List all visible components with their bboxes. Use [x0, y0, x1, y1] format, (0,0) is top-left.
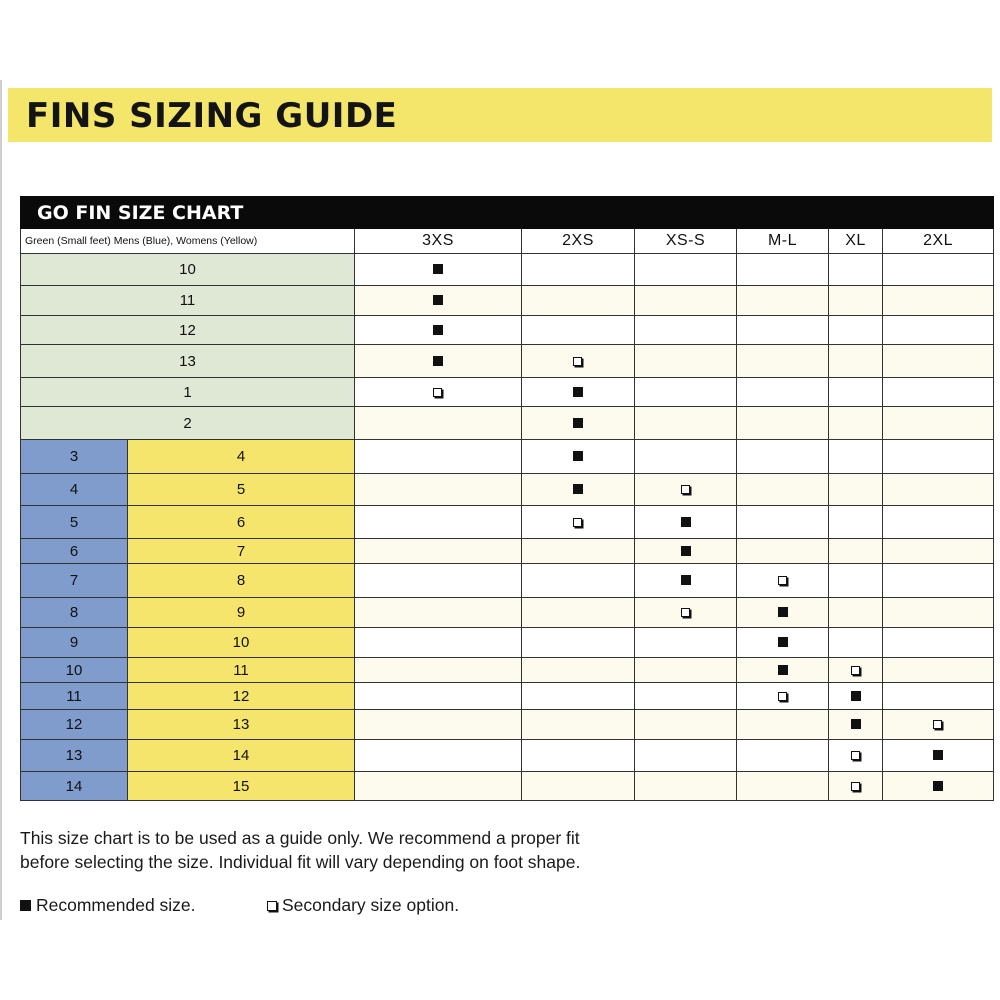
- table-row: [21, 564, 994, 598]
- secondary-mark-icon: [573, 518, 582, 527]
- chart-title: GO FIN SIZE CHART: [21, 197, 994, 229]
- size-cell: [635, 378, 737, 407]
- table-row: [21, 286, 994, 316]
- small-foot-size: 12: [21, 316, 355, 345]
- size-cell: [883, 628, 994, 658]
- size-cell: [829, 658, 883, 683]
- recommended-mark-icon: [778, 665, 788, 675]
- legend-secondary-label: Secondary size option.: [282, 895, 460, 915]
- size-cell: [829, 407, 883, 440]
- size-cell: [522, 474, 635, 506]
- secondary-mark-icon: [573, 357, 582, 366]
- size-cell: [522, 440, 635, 474]
- secondary-mark-icon: [851, 782, 860, 791]
- recommended-mark-icon: [573, 418, 583, 428]
- size-cell: [355, 316, 522, 345]
- size-cell: [883, 440, 994, 474]
- size-cell: [355, 772, 522, 801]
- secondary-mark-icon: [681, 485, 690, 494]
- size-cell: [737, 407, 829, 440]
- mens-size: 9: [21, 628, 128, 658]
- size-cell: [883, 539, 994, 564]
- table-row: [21, 254, 994, 286]
- recommended-mark-icon: [681, 575, 691, 585]
- column-header: 2XS: [522, 229, 635, 254]
- size-cell: [635, 598, 737, 628]
- size-cell: [355, 658, 522, 683]
- womens-size: 5: [128, 474, 355, 506]
- mens-size: 10: [21, 658, 128, 683]
- womens-size: 13: [128, 710, 355, 740]
- size-cell: [635, 345, 737, 378]
- size-cell: [829, 506, 883, 539]
- size-cell: [737, 474, 829, 506]
- size-cell: [883, 740, 994, 772]
- recommended-mark-icon: [433, 325, 443, 335]
- size-cell: [635, 710, 737, 740]
- size-cell: [737, 772, 829, 801]
- size-cell: [829, 254, 883, 286]
- table-row: [21, 474, 994, 506]
- size-cell: [737, 598, 829, 628]
- recommended-mark-icon: [778, 637, 788, 647]
- size-cell: [883, 772, 994, 801]
- size-cell: [355, 683, 522, 710]
- recommended-mark-icon: [681, 517, 691, 527]
- size-cell: [737, 539, 829, 564]
- size-cell: [522, 710, 635, 740]
- recommended-mark-icon: [778, 607, 788, 617]
- small-foot-size: 11: [21, 286, 355, 316]
- table-row: [21, 440, 994, 474]
- size-cell: [829, 539, 883, 564]
- size-cell: [355, 564, 522, 598]
- womens-size: 10: [128, 628, 355, 658]
- page-title: FINS SIZING GUIDE: [26, 96, 398, 136]
- size-cell: [829, 683, 883, 710]
- size-cell: [355, 710, 522, 740]
- size-cell: [522, 539, 635, 564]
- size-cell: [635, 474, 737, 506]
- size-cell: [737, 316, 829, 345]
- size-cell: [883, 506, 994, 539]
- column-header: XL: [829, 229, 883, 254]
- secondary-mark-icon: [681, 608, 690, 617]
- size-cell: [829, 440, 883, 474]
- chart-body: [21, 254, 994, 801]
- size-cell: [635, 440, 737, 474]
- womens-size: 8: [128, 564, 355, 598]
- mens-size: 8: [21, 598, 128, 628]
- legend-recommended-label: Recommended size.: [36, 895, 196, 915]
- size-cell: [829, 628, 883, 658]
- size-cell: [737, 628, 829, 658]
- table-row: [21, 407, 994, 440]
- size-cell: [522, 407, 635, 440]
- womens-size: 15: [128, 772, 355, 801]
- size-cell: [355, 506, 522, 539]
- filled-square-icon: [20, 900, 31, 911]
- size-cell: [829, 740, 883, 772]
- size-cell: [883, 345, 994, 378]
- size-cell: [635, 254, 737, 286]
- small-foot-size: 2: [21, 407, 355, 440]
- mens-size: 14: [21, 772, 128, 801]
- size-cell: [355, 440, 522, 474]
- column-header: M-L: [737, 229, 829, 254]
- size-cell: [635, 407, 737, 440]
- size-cell: [635, 772, 737, 801]
- size-cell: [883, 378, 994, 407]
- size-cell: [635, 658, 737, 683]
- recommended-mark-icon: [573, 387, 583, 397]
- womens-size: 14: [128, 740, 355, 772]
- small-foot-size: 10: [21, 254, 355, 286]
- size-cell: [355, 345, 522, 378]
- secondary-mark-icon: [778, 692, 787, 701]
- size-cell: [883, 658, 994, 683]
- recommended-mark-icon: [681, 546, 691, 556]
- mens-size: 6: [21, 539, 128, 564]
- size-cell: [522, 564, 635, 598]
- column-header: 2XL: [883, 229, 994, 254]
- size-cell: [522, 628, 635, 658]
- secondary-mark-icon: [778, 576, 787, 585]
- size-cell: [737, 658, 829, 683]
- size-cell: [883, 474, 994, 506]
- size-cell: [635, 564, 737, 598]
- column-header: 3XS: [355, 229, 522, 254]
- recommended-mark-icon: [573, 484, 583, 494]
- size-cell: [883, 254, 994, 286]
- usage-note: [20, 826, 720, 874]
- size-cell: [635, 539, 737, 564]
- womens-size: 4: [128, 440, 355, 474]
- size-cell: [829, 345, 883, 378]
- column-header: XS-S: [635, 229, 737, 254]
- size-cell: [883, 286, 994, 316]
- small-foot-size: 13: [21, 345, 355, 378]
- size-cell: [737, 378, 829, 407]
- table-row: [21, 378, 994, 407]
- left-border-line: [0, 80, 2, 920]
- size-cell: [355, 378, 522, 407]
- size-cell: [737, 345, 829, 378]
- size-cell: [635, 506, 737, 539]
- usage-note-line2: before selecting the size. Individual fit will vary depending on foot shape.: [20, 852, 581, 872]
- size-cell: [355, 539, 522, 564]
- size-cell: [883, 316, 994, 345]
- size-cell: [355, 254, 522, 286]
- womens-size: 12: [128, 683, 355, 710]
- size-cell: [883, 598, 994, 628]
- size-cell: [522, 740, 635, 772]
- size-cell: [355, 286, 522, 316]
- size-cell: [522, 345, 635, 378]
- table-row: [21, 316, 994, 345]
- size-label-header: Green (Small feet) Mens (Blue), Womens (Yellow): [21, 229, 355, 254]
- table-row: [21, 506, 994, 539]
- table-row: [21, 683, 994, 710]
- size-cell: [522, 254, 635, 286]
- size-cell: [737, 683, 829, 710]
- size-cell: [737, 286, 829, 316]
- table-row: [21, 740, 994, 772]
- secondary-mark-icon: [851, 751, 860, 760]
- recommended-mark-icon: [573, 451, 583, 461]
- womens-size: 7: [128, 539, 355, 564]
- size-cell: [635, 316, 737, 345]
- size-cell: [522, 772, 635, 801]
- size-cell: [737, 506, 829, 539]
- size-cell: [635, 286, 737, 316]
- size-cell: [522, 286, 635, 316]
- size-cell: [737, 740, 829, 772]
- recommended-mark-icon: [851, 719, 861, 729]
- size-cell: [522, 316, 635, 345]
- recommended-mark-icon: [851, 691, 861, 701]
- table-row: [21, 710, 994, 740]
- size-cell: [635, 683, 737, 710]
- size-cell: [635, 740, 737, 772]
- size-cell: [883, 710, 994, 740]
- size-cell: [355, 407, 522, 440]
- outlined-square-icon: [267, 901, 277, 911]
- womens-size: 9: [128, 598, 355, 628]
- table-row: [21, 628, 994, 658]
- size-cell: [737, 440, 829, 474]
- size-cell: [355, 474, 522, 506]
- mens-size: 13: [21, 740, 128, 772]
- size-cell: [355, 628, 522, 658]
- size-cell: [829, 598, 883, 628]
- mens-size: 12: [21, 710, 128, 740]
- size-chart-table: [20, 196, 994, 801]
- size-cell: [737, 710, 829, 740]
- size-cell: [522, 658, 635, 683]
- table-row: [21, 658, 994, 683]
- size-cell: [522, 683, 635, 710]
- usage-note-line1: This size chart is to be used as a guide only. We recommend a proper fit: [20, 828, 580, 848]
- recommended-mark-icon: [433, 264, 443, 274]
- size-cell: [829, 286, 883, 316]
- size-cell: [522, 506, 635, 539]
- mens-size: 5: [21, 506, 128, 539]
- size-cell: [883, 407, 994, 440]
- size-cell: [829, 710, 883, 740]
- legend-recommended: [20, 895, 196, 916]
- womens-size: 6: [128, 506, 355, 539]
- recommended-mark-icon: [433, 295, 443, 305]
- table-row: [21, 772, 994, 801]
- size-cell: [829, 378, 883, 407]
- size-cell: [737, 254, 829, 286]
- size-cell: [829, 474, 883, 506]
- legend-secondary: [267, 895, 459, 916]
- size-cell: [829, 772, 883, 801]
- secondary-mark-icon: [433, 388, 442, 397]
- recommended-mark-icon: [433, 356, 443, 366]
- size-cell: [883, 564, 994, 598]
- size-cell: [635, 628, 737, 658]
- size-cell: [829, 564, 883, 598]
- mens-size: 7: [21, 564, 128, 598]
- title-banner: [8, 88, 992, 142]
- mens-size: 11: [21, 683, 128, 710]
- mens-size: 3: [21, 440, 128, 474]
- table-row: [21, 345, 994, 378]
- secondary-mark-icon: [933, 720, 942, 729]
- recommended-mark-icon: [933, 781, 943, 791]
- womens-size: 11: [128, 658, 355, 683]
- size-cell: [737, 564, 829, 598]
- size-cell: [522, 598, 635, 628]
- size-cell: [522, 378, 635, 407]
- size-cell: [355, 740, 522, 772]
- mens-size: 4: [21, 474, 128, 506]
- table-row: [21, 539, 994, 564]
- secondary-mark-icon: [851, 666, 860, 675]
- recommended-mark-icon: [933, 750, 943, 760]
- small-foot-size: 1: [21, 378, 355, 407]
- table-row: [21, 598, 994, 628]
- size-cell: [883, 683, 994, 710]
- size-cell: [355, 598, 522, 628]
- size-cell: [829, 316, 883, 345]
